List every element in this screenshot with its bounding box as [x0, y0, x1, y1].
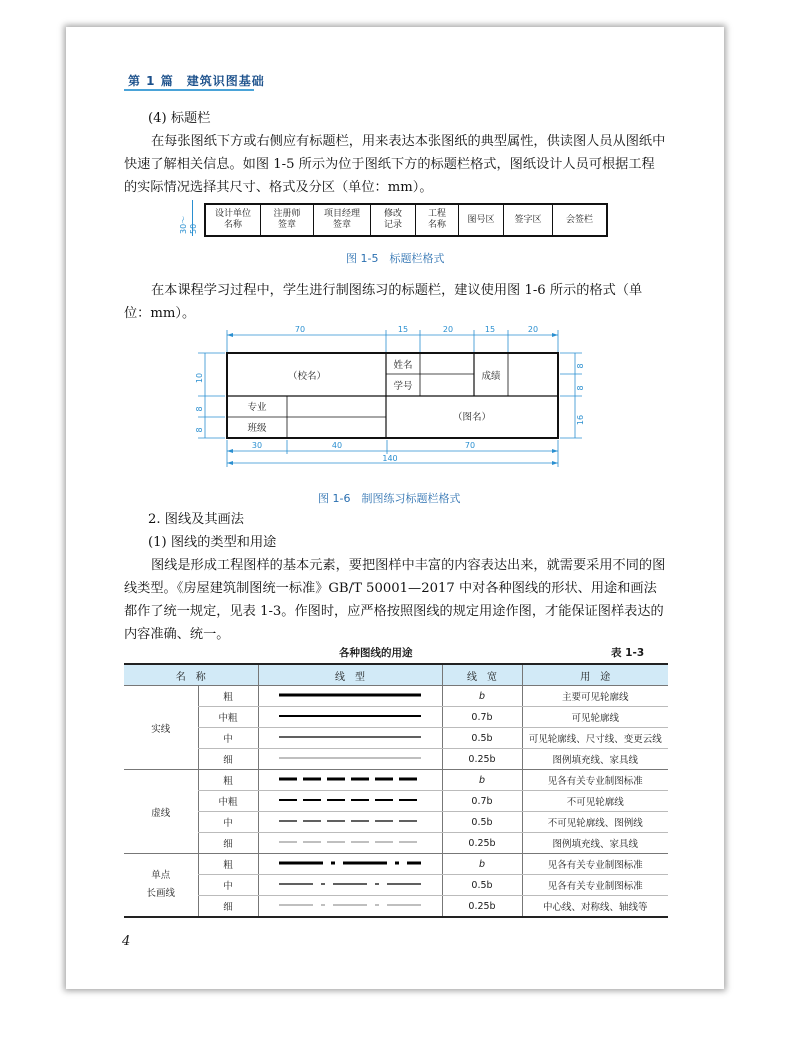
line-sample — [258, 791, 442, 812]
header-line-type: 线 型 — [258, 665, 442, 686]
fig15-cell: 会签栏 — [565, 214, 593, 225]
line-sample — [258, 749, 442, 770]
fig16-drawing-label: （图名） — [452, 412, 492, 423]
table-row — [124, 749, 668, 770]
header-rule — [124, 89, 254, 91]
use-cell: 可见轮廓线、尺寸线、变更云线 — [522, 728, 668, 749]
width-cell: 0.25b — [442, 749, 522, 770]
width-cell: 0.25b — [442, 896, 522, 917]
header-width: 线 宽 — [442, 665, 522, 686]
table-row — [124, 791, 668, 812]
line-sample — [258, 896, 442, 917]
fig15-cell: 注册师 签章 — [261, 205, 314, 235]
table-row — [124, 875, 668, 896]
use-cell: 见各有关专业制图标准 — [522, 875, 668, 896]
fig15-cell: 工程 名称 — [416, 205, 459, 235]
fig15-title-block — [204, 203, 608, 237]
width-cell: 0.5b — [442, 728, 522, 749]
use-cell: 中心线、对称线、轴线等 — [522, 896, 668, 917]
fig16-major-label: 专业 — [247, 402, 267, 413]
use-cell: 不可见轮廓线、图例线 — [522, 812, 668, 833]
use-cell: 主要可见轮廓线 — [522, 686, 668, 707]
paragraph-lines: 图线是形成工程图样的基本元素，要把图样中丰富的内容表达出来，就需要采用不同的图线类型。《房屋建筑制图统一标准》GB/T 50001—2017 中对各种图线的形状、用途和画法都作了统一规定，见表 1-3。作图时，应严格按照图线的规定用途作图，才能保证图样表达的内容准确、统一。 — [124, 558, 666, 642]
group-name: 单点 长画线 — [146, 870, 175, 899]
table-header-row — [124, 665, 668, 686]
fig16-caption: 图 1-6 制图练习标题栏格式 — [318, 492, 461, 505]
fig15-cell: 设计单位 名称 — [206, 205, 261, 235]
line-sample — [258, 854, 442, 875]
weight-cell: 中 — [198, 875, 258, 896]
section-heading-lines: 2. 图线及其画法 — [148, 512, 244, 527]
width-cell: 0.5b — [442, 875, 522, 896]
fig16-class-label: 班级 — [247, 423, 267, 434]
weight-cell: 粗 — [198, 770, 258, 791]
fig16-dim-left: 8 — [195, 406, 204, 412]
fig16-dim-right: 16 — [576, 414, 585, 426]
paragraph-title-block: 在每张图纸下方或右侧应有标题栏，用来表达本张图纸的典型属性，供读图人员从图纸中快速了解相关信息。如图 1-5 所示为位于图纸下方的标题栏格式，图纸设计人员可根据工程的实际情况选择其尺寸、格式及分区（单位：mm）。 — [124, 134, 666, 195]
use-cell: 见各有关专业制图标准 — [522, 854, 668, 875]
table-row — [124, 707, 668, 728]
fig16-dim-bottom: 70 — [464, 441, 476, 450]
table-row — [124, 833, 668, 854]
line-sample — [258, 833, 442, 854]
line-sample — [258, 686, 442, 707]
table-row — [124, 686, 668, 707]
fig16-dim-bottom: 30 — [251, 441, 263, 450]
group-name: 虚线 — [124, 770, 198, 854]
subheading-line-types: (1) 图线的类型和用途 — [148, 535, 277, 550]
paragraph-practice: 在本课程学习过程中，学生进行制图练习的标题栏，建议使用图 1-6 所示的格式（单位：mm）。 — [124, 283, 643, 321]
width-cell: b — [442, 686, 522, 707]
table-row — [124, 854, 668, 875]
fig16-dim-top: 70 — [294, 325, 306, 334]
width-cell: b — [442, 770, 522, 791]
page-number: 4 — [122, 934, 131, 949]
header-name: 名 称 — [124, 665, 258, 686]
width-cell: 0.25b — [442, 833, 522, 854]
fig16-dim-total: 140 — [382, 454, 398, 463]
fig16-dim-top: 15 — [484, 325, 496, 334]
line-sample — [258, 875, 442, 896]
header-use: 用 途 — [522, 665, 668, 686]
fig15-dim-label: 30～50 — [179, 215, 198, 234]
weight-cell: 中粗 — [198, 707, 258, 728]
table-title: 各种图线的用途 — [339, 647, 413, 659]
use-cell: 可见轮廓线 — [522, 707, 668, 728]
weight-cell: 中粗 — [198, 791, 258, 812]
weight-cell: 粗 — [198, 686, 258, 707]
weight-cell: 细 — [198, 896, 258, 917]
table-row — [124, 728, 668, 749]
width-cell: b — [442, 854, 522, 875]
fig16-dim-top: 20 — [442, 325, 454, 334]
fig15-caption: 图 1-5 标题栏格式 — [346, 252, 445, 265]
section-heading-title-block: (4) 标题栏 — [148, 111, 211, 126]
table-row — [124, 770, 668, 791]
line-sample — [258, 728, 442, 749]
weight-cell: 粗 — [198, 854, 258, 875]
weight-cell: 中 — [198, 812, 258, 833]
group-name: 实线 — [124, 686, 198, 770]
use-cell: 见各有关专业制图标准 — [522, 770, 668, 791]
fig16-dim-top: 20 — [527, 325, 539, 334]
weight-cell: 细 — [198, 749, 258, 770]
line-table — [124, 663, 668, 918]
fig16-score-label: 成绩 — [481, 371, 501, 382]
width-cell: 0.5b — [442, 812, 522, 833]
use-cell: 不可见轮廓线 — [522, 791, 668, 812]
use-cell: 图例填充线、家具线 — [522, 749, 668, 770]
fig16-dim-left: 8 — [195, 427, 204, 433]
fig16-dim-bottom: 40 — [331, 441, 343, 450]
weight-cell: 细 — [198, 833, 258, 854]
fig15-cell: 项目经理 签章 — [314, 205, 371, 235]
width-cell: 0.7b — [442, 707, 522, 728]
fig16-dim-top: 15 — [397, 325, 409, 334]
line-sample — [258, 707, 442, 728]
use-cell: 图例填充线、家具线 — [522, 833, 668, 854]
fig16-drawing — [190, 322, 600, 472]
table-row — [124, 896, 668, 917]
fig15-cell: 签字区 — [504, 205, 553, 235]
line-sample — [258, 812, 442, 833]
fig16-school: （校名） — [287, 371, 327, 382]
line-sample — [258, 770, 442, 791]
running-header: 第 1 篇 建筑识图基础 — [128, 74, 265, 88]
width-cell: 0.7b — [442, 791, 522, 812]
fig15-dimension — [179, 200, 200, 236]
fig16-dim-left: 10 — [195, 372, 204, 384]
fig16-name-label: 姓名 — [393, 360, 413, 371]
fig16-dim-right: 8 — [576, 363, 585, 369]
fig16-number-label: 学号 — [393, 381, 413, 392]
fig15-cell: 修改 记录 — [371, 205, 416, 235]
fig16-dim-right: 8 — [576, 385, 585, 391]
fig15-cell: 图号区 — [459, 205, 504, 235]
table-number: 表 1-3 — [611, 647, 645, 659]
table-row — [124, 812, 668, 833]
weight-cell: 中 — [198, 728, 258, 749]
